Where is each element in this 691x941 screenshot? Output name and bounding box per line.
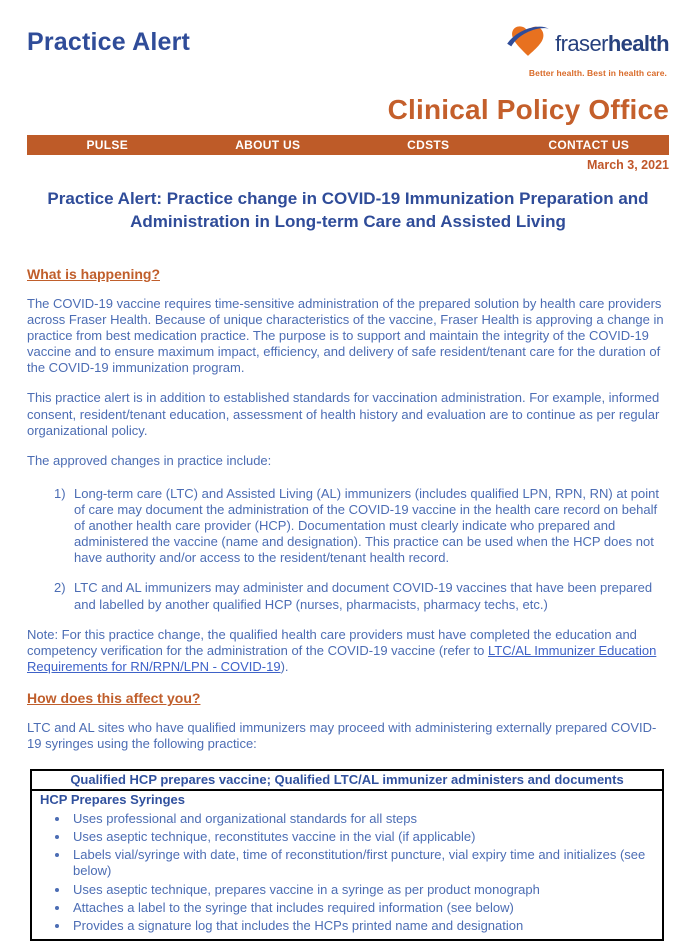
nav-item-about-us[interactable]: ABOUT US [235,138,301,152]
nav-bar [27,135,669,155]
list-item-1 [27,486,669,567]
fraser-health-heart-icon [506,22,550,65]
table-bullet-1: • Uses professional and organizational standards for all steps [70,811,654,827]
note-paragraph [27,627,669,675]
approved-changes-list [27,486,669,613]
nav-item-cdsts[interactable]: CDSTS [407,138,450,152]
section-heading-what-is-happening: What is happening? [27,265,160,282]
logo-wordmark: fraserhealth [555,30,669,56]
table-bullet-4: • Uses aseptic technique, prepares vaccine in a syringe as per product monograph [70,882,654,898]
table-body-cell [31,790,663,940]
paragraph-ltc-al-sites: LTC and AL sites who have qualified immunizers may proceed with administering externally prepared COVID-19 syringes using the following practice: [27,719,657,752]
paragraph-established-standards: This practice alert is in addition to established standards for vaccination administration. For example, informed consent, resident/tenant education, assessment of health history and evaluation are to continue as per regular organizational policy. [27,390,660,438]
logo-tagline: Better health. Best in health care. [528,68,667,78]
document-header [27,22,669,78]
list-text: Long-term care (LTC) and Assisted Living (AL) immunizers (includes qualified LPN, RPN, RN) at point of care may document the administration of the COVID-19 vaccine in the health care record on behalf of another health care provider (HCP). Documentation must clearly indicate who prepared and administered the vaccine (name and designation). This practice can be used when the HCP does not have authority and/or access to the resident/tenant health record. [74,485,659,566]
list-text: LTC and AL immunizers may administer and document COVID-19 vaccines that have been prepared and labelled by another qualified HCP (nurses, pharmacists, pharmacy techs, etc.) [74,580,653,612]
list-number: 1) [54,485,66,501]
office-title: Clinical Policy Office [387,94,669,125]
table-bullet-6: • Provides a signature log that includes the HCPs printed name and designation [70,918,654,934]
alert-heading: Practice Alert: Practice change in COVID-19 Immunization Preparation and Administration in Long-term Care and Assisted Living [47,189,649,231]
list-item-2 [27,580,669,612]
nav-item-contact-us[interactable]: CONTACT US [548,138,630,152]
table-bullet-3: • Labels vial/syringe with date, time of reconstitution/first puncture, vial expiry time and initializes (see below) [70,847,654,879]
nav-item-pulse[interactable]: PULSE [86,138,128,152]
table-subheader: HCP Prepares Syringes [40,792,185,808]
list-number: 2) [54,580,66,596]
document-date: March 3, 2021 [587,158,669,172]
page-title: Practice Alert [27,28,191,56]
practice-table [30,769,664,941]
hcp-prepares-bullet-list [40,811,654,934]
table-bullet-5: • Attaches a label to the syringe that includes required information (see below) [70,900,654,916]
table-bullet-2: • Uses aseptic technique, reconstitutes vaccine in the vial (if applicable) [70,829,654,845]
section-heading-how-does-this-affect-you: How does this affect you? [27,689,201,706]
table-header-row: Qualified HCP prepares vaccine; Qualified LTC/AL immunizer administers and documents [31,770,663,790]
paragraph-approved-changes-intro: The approved changes in practice include: [27,452,272,468]
education-requirements-link[interactable]: LTC/AL Immunizer Education Requirements for RN/RPN/LPN - COVID-19 [27,642,657,674]
note-text-after: ). [280,658,289,674]
paragraph-vaccine-intro: The COVID-19 vaccine requires time-sensitive administration of the prepared solution by health care providers across Fraser Health. Because of unique characteristics of the vaccine, Fraser Health is approving a change in practice from best medication practice. The purpose is to support and maintain the integrity of the COVID-19 vaccine and to ensure maximum impact, efficiency, and delivery of safe resident/tenant care for the duration of the COVID-19 immunization program. [27,295,664,376]
fraser-health-logo [506,22,669,78]
note-text-before: Note: For this practice change, the qualified health care providers must have completed the education and competency verification for the administration of the COVID-19 vaccine (refer to [27,626,637,658]
